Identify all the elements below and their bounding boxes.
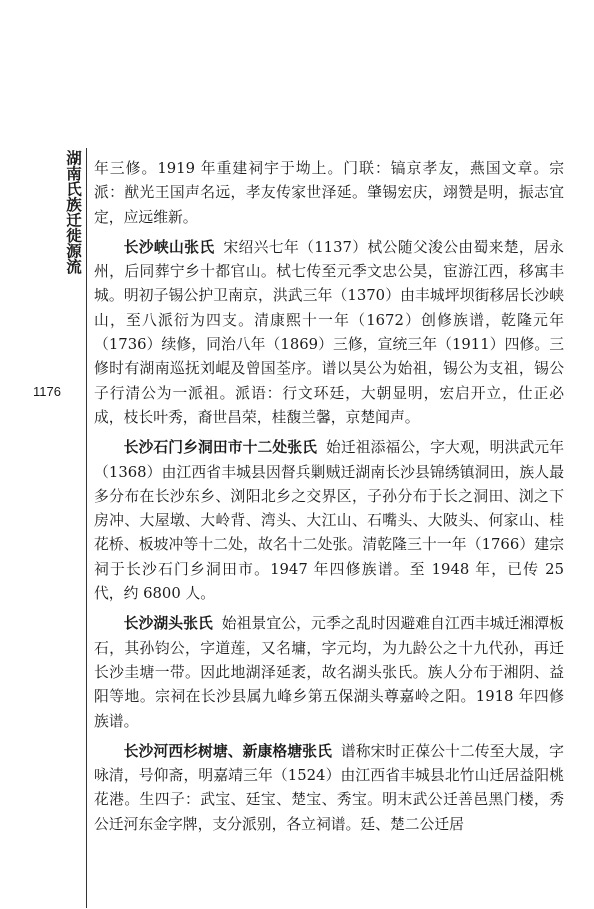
paragraph [94,157,564,230]
section-heading: 长沙湖头张氏 [123,615,213,633]
paragraph-text: 始迁祖添福公，字大观，明洪武元年（1368）由江西省丰城县因督兵剿贼迁湖南长沙县锦绣镇洞田，族人最多分布在长沙东乡、浏阳北乡之交界区，子孙分布于长之洞田、浏之下房冲、大屋墩、大岭背、湾头、大江山、石嘴头、大陂头、何家山、桂花桥、板坡冲等十二处，故名十二处张。清乾隆三十一年（1766）建宗祠于长沙石门乡洞田市。1947 年四修族谱。至 1948 年，已传 25 代，约 6800 人。 [94,439,564,603]
paragraph [94,236,564,430]
paragraph-text: 始祖景宜公，元季之乱时因避难自江西丰城迁湘潭板石，其孙钧公，字道莲，又名墉，字元均，为九龄公之十九代孙，再迁长沙圭塘一带。因此地湖泽延袤，故名湖头张氏。族人分布于湘阴、益阳等地。宗祠在长沙县属九峰乡第五保湖头尊嘉岭之阳。1918 年四修族谱。 [94,615,564,730]
section-heading: 长沙峡山张氏 [123,238,215,256]
page-body [94,157,564,843]
book-title-vertical: 湖南氏族迁徙源流 [64,150,82,274]
paragraph-text: 谱称宋时正葆公十二传至大晟，字咏清，号仰斋，明嘉靖三年（1524）由江西省丰城县北竹山迁居益阳桃花港。生四子：武宝、廷宝、楚宝、秀宝。明末武公迁善邑黑门楼，秀公迁河东金字牌，支分派别，各立祠谱。廷、楚二公迁居 [94,742,564,833]
margin-rule [86,148,87,908]
paragraph [94,740,564,837]
paragraph-text: 宋绍兴七年（1137）栻公随父浚公由蜀来楚，居永州，后同葬宁乡十都官山。栻七传至元季文忠公昊，宦游江西，移寓丰城。明初子锡公护卫南京，洪武三年（1370）由丰城坪坝街移居长沙峡山，至八派衍为四支。清康熙十一年（1672）创修族谱，乾隆元年（1736）续修，同治八年（1869）三修，宣统三年（1911）四修。三修时有湖南巡抚刘崐及曾国荃序。谱以昊公为始祖，锡公为支祖，锡公子行清公为一派祖。派语：行文环廷，大朝显明，宏启开立，仕正必成，枝长叶秀，裔世昌荣，桂馥兰馨，京楚闻声。 [94,238,564,426]
section-heading: 长沙石门乡洞田市十二处张氏 [123,439,318,457]
section-heading: 长沙河西杉树塘、新康格塘张氏 [123,742,332,760]
paragraph-text: 年三修。1919 年重建祠宇于坳上。门联：镐京孝友，燕国文章。宗派：猷光王国声名远，孝友传家世泽延。肇锡宏庆，翊赞是明，振志宜定，应远维新。 [94,160,564,226]
paragraph [94,612,564,733]
paragraph [94,436,564,606]
page-number: 1176 [33,384,61,399]
